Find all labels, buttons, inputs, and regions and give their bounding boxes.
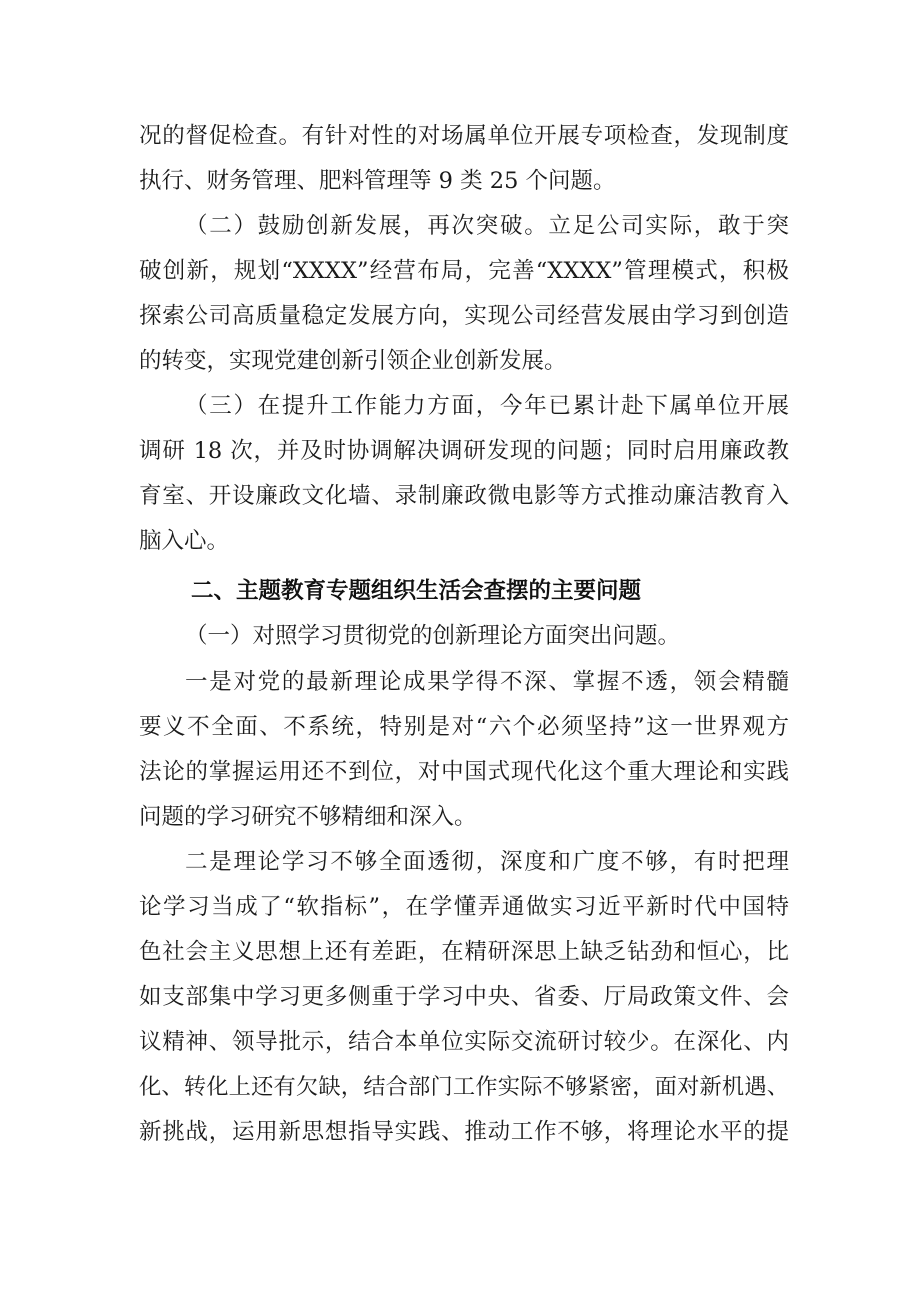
- text-line: 问题的学习研究不够精细和深入。: [139, 804, 477, 830]
- text-line: 要义不全面、不系统，特别是对“六个必须坚持”这一世界观方: [139, 714, 789, 740]
- text-line: 议精神、领导批示，结合本单位实际交流研讨较少。在深化、内: [139, 1029, 789, 1055]
- text-line: 脑入心。: [139, 528, 230, 554]
- text-line: 破创新，规划“XXXX”经营布局，完善“XXXX”管理模式，积极: [139, 258, 789, 284]
- text-line: 的转变，实现党建创新引领企业创新发展。: [139, 348, 567, 374]
- text-line: 如支部集中学习更多侧重于学习中央、省委、厅局政策文件、会: [139, 984, 789, 1010]
- subsection-heading: （一）对照学习贯彻党的创新理论方面突出问题。: [185, 623, 681, 649]
- text-line: 色社会主义思想上还有差距，在精研深思上缺乏钻劲和恒心，比: [139, 939, 789, 965]
- text-line: 二是理论学习不够全面透彻，深度和广度不够，有时把理: [185, 849, 789, 875]
- text-line: 化、转化上还有欠缺，结合部门工作实际不够紧密，面对新机遇、: [139, 1074, 789, 1100]
- text-line: 育室、开设廉政文化墙、录制廉政微电影等方式推动廉洁教育入: [139, 483, 789, 509]
- text-line: （三）在提升工作能力方面，今年已累计赴下属单位开展: [185, 393, 789, 419]
- text-line: 执行、财务管理、肥料管理等 9 类 25 个问题。: [139, 168, 616, 194]
- section-heading: 二、主题教育专题组织生活会查摆的主要问题: [191, 578, 642, 604]
- text-line: 一是对党的最新理论成果学得不深、掌握不透，领会精髓: [185, 669, 789, 695]
- text-line: （二）鼓励创新发展，再次突破。立足公司实际，敢于突: [185, 213, 789, 239]
- text-line: 探索公司高质量稳定发展方向，实现公司经营发展由学习到创造: [139, 303, 789, 329]
- text-line: 法论的掌握运用还不到位，对中国式现代化这个重大理论和实践: [139, 759, 789, 785]
- text-line: 论学习当成了“软指标”，在学懂弄通做实习近平新时代中国特: [139, 894, 789, 920]
- text-line: 调研 18 次，并及时协调解决调研发现的问题；同时启用廉政教: [139, 438, 789, 464]
- text-line: 新挑战，运用新思想指导实践、推动工作不够，将理论水平的提: [139, 1119, 789, 1145]
- text-line: 况的督促检查。有针对性的对场属单位开展专项检查，发现制度: [139, 123, 789, 149]
